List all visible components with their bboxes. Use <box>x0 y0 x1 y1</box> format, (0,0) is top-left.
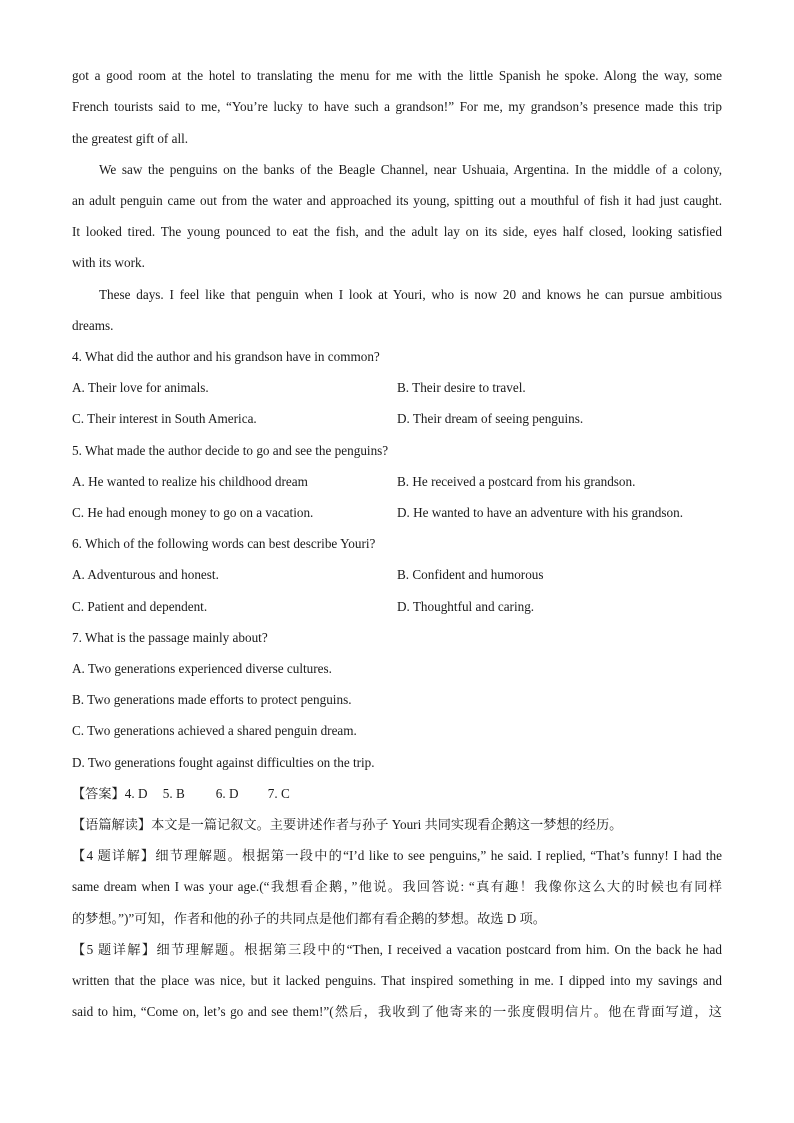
answer-label: 【答案】 <box>72 786 125 801</box>
answer-key <box>72 784 290 804</box>
passage-line: with its work. <box>72 255 145 270</box>
passage-line: an adult penguin came out from the water and approached its young, spitting out a mouthful of fish it had just caught. <box>72 193 722 208</box>
analysis-line: 的梦想。”)”可知，作者和他的孙子的共同点是他们都有看企鹅的梦想。故选 D 项。 <box>72 911 546 926</box>
option-a: A. He wanted to realize his childhood dream <box>72 474 308 489</box>
option-c: C. He had enough money to go on a vacation. <box>72 505 314 520</box>
option-c: C. Their interest in South America. <box>72 411 257 426</box>
answer-item: 7. C <box>267 786 290 801</box>
analysis-line: same dream when I was your age.(“我想看企鹅，”他说。我回答说: “真有趣！我像你这么大的时候也有同样 <box>72 879 722 894</box>
option-a: A. Two generations experienced diverse cultures. <box>72 661 332 676</box>
option-b: B. Their desire to travel. <box>397 380 526 395</box>
option-a: A. Adventurous and honest. <box>72 567 219 582</box>
analysis-summary: 【语篇解读】本文是一篇记叙文。主要讲述作者与孙子 Youri 共同实现看企鹅这一梦想的经历。 <box>72 817 623 832</box>
answer-item: 5. B <box>162 786 185 801</box>
analysis-line: 【5 题详解】细节理解题。根据第三段中的“Then, I received a vacation postcard from him. On the back he had <box>72 942 722 957</box>
option-b: B. Two generations made efforts to protect penguins. <box>72 692 352 707</box>
option-c: C. Two generations achieved a shared penguin dream. <box>72 723 357 738</box>
passage-line: got a good room at the hotel to translating the menu for me with the little Spanish he spoke. Along the way, some <box>72 68 722 83</box>
option-b: B. Confident and humorous <box>397 567 544 582</box>
passage-line: dreams. <box>72 318 114 333</box>
analysis-line: 【4 题详解】细节理解题。根据第一段中的“I’d like to see penguins,” he said. I replied, “That’s funny! I had the <box>72 848 722 863</box>
passage-line: It looked tired. The young pounced to eat the fish, and the adult lay on its side, eyes half closed, looking satisfied <box>72 224 722 239</box>
question-stem: 5. What made the author decide to go and see the penguins? <box>72 443 389 458</box>
answer-item: 4. D <box>124 786 148 801</box>
passage-line: These days. I feel like that penguin when I look at Youri, who is now 20 and knows he can pursue ambitious <box>99 287 722 302</box>
question-stem: 4. What did the author and his grandson have in common? <box>72 349 380 364</box>
option-c: C. Patient and dependent. <box>72 599 208 614</box>
analysis-line: said to him, “Come on, let’s go and see them!”(然后，我收到了他寄来的一张度假明信片。他在背面写道，这 <box>72 1004 722 1019</box>
option-d: D. Their dream of seeing penguins. <box>397 411 584 426</box>
answer-item: 6. D <box>215 786 239 801</box>
question-stem: 6. Which of the following words can best describe Youri? <box>72 536 376 551</box>
option-b: B. He received a postcard from his grandson. <box>397 474 636 489</box>
passage-line: We saw the penguins on the banks of the Beagle Channel, near Ushuaia, Argentina. In the middle of a colony, <box>99 162 722 177</box>
option-d: D. Thoughtful and caring. <box>397 599 535 614</box>
passage-line: French tourists said to me, “You’re lucky to have such a grandson!” For me, my grandson’s presence made this trip <box>72 99 722 114</box>
option-d: D. Two generations fought against difficulties on the trip. <box>72 755 375 770</box>
passage-line: the greatest gift of all. <box>72 131 189 146</box>
question-stem: 7. What is the passage mainly about? <box>72 630 268 645</box>
analysis-line: written that the place was nice, but it lacked penguins. That inspired something in me. I dipped into my savings and <box>72 973 722 988</box>
option-a: A. Their love for animals. <box>72 380 209 395</box>
option-d: D. He wanted to have an adventure with his grandson. <box>397 505 684 520</box>
